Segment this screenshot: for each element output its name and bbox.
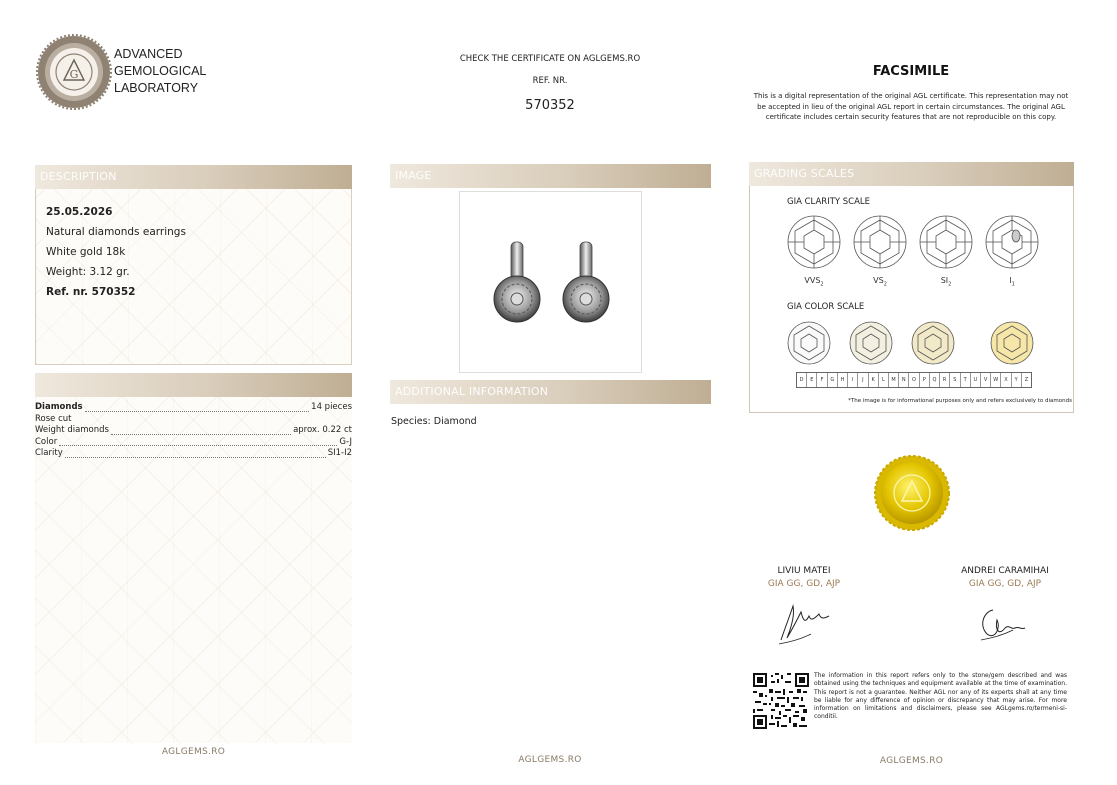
footer-link-left[interactable]: AGLGEMS.RO xyxy=(161,747,226,757)
color-letter-r: R xyxy=(939,373,949,387)
color-letter-s: S xyxy=(949,373,959,387)
gold-seal-icon xyxy=(874,455,950,531)
clarity-grade-si: $SI_2$ xyxy=(940,276,952,288)
clarity-grade-vvs: $VVS_2$ xyxy=(804,276,824,288)
color-letter-d: D xyxy=(799,377,804,383)
ref-number: 570352 xyxy=(525,98,575,113)
qr-code[interactable] xyxy=(753,673,809,729)
signature-2-icon xyxy=(975,602,1035,644)
grading-header: GRADING SCALES xyxy=(749,162,1074,186)
description-weight: Weight: 3.12 gr. xyxy=(46,266,130,278)
spec-row-cut: Rose cut xyxy=(35,413,72,424)
description-ref: Ref. nr. 570352 xyxy=(46,286,136,298)
specs-list xyxy=(35,402,352,460)
spec-row-clarity: Clarity SI1-I2 xyxy=(35,448,352,458)
description-date: 25.05.2026 xyxy=(46,206,113,218)
facsimile-text: This is a digital representation of the original AGL certificate. This representation may not be accepted in lieu of the original AGL report in certain circumstances. The original AGL certificate includes certain security features that are not reproducible on this copy. xyxy=(753,92,1069,121)
signature-block-1 xyxy=(745,566,863,589)
signature-block-2 xyxy=(946,566,1064,589)
color-letter-q: Q xyxy=(929,373,939,387)
species-text: Species: Diamond xyxy=(391,416,477,427)
facsimile-title: FACSIMILE xyxy=(872,64,950,79)
color-letter-g: G xyxy=(827,373,837,387)
specs-header xyxy=(35,373,352,397)
signature-1-icon xyxy=(775,598,835,646)
product-image xyxy=(459,191,642,373)
signer-credentials-1: GIA GG, GD, AJP xyxy=(767,579,841,589)
color-letter-e: E xyxy=(806,373,816,387)
color-letter-h: H xyxy=(837,373,847,387)
clarity-diamond-vs xyxy=(854,216,906,268)
ref-label: REF. NR. xyxy=(532,76,568,86)
color-letter-m: M xyxy=(888,373,898,387)
clarity-diamond-i xyxy=(986,216,1038,268)
color-letter-i: I xyxy=(847,373,857,387)
color-letter-o: O xyxy=(908,373,918,387)
color-letter-y: Y xyxy=(1011,373,1021,387)
svg-text:G: G xyxy=(69,68,79,81)
color-letter-u: U xyxy=(970,373,980,387)
image-header: IMAGE xyxy=(390,164,711,188)
clarity-diamond-si xyxy=(920,216,972,268)
color-diamond-faint xyxy=(912,322,954,364)
color-diamond-near-colorless xyxy=(850,322,892,364)
footer-link-middle[interactable]: AGLGEMS.RO xyxy=(518,755,582,765)
footer-link-right[interactable]: AGLGEMS.RO xyxy=(879,756,944,766)
additional-info-header: ADDITIONAL INFORMATION xyxy=(390,380,711,404)
disclaimer-text: The information in this report refers only to the stone/gem described and was obtained using the techniques and equipment available at the time of examination. This report is not a guarantee. Neither AGL nor any of its experts shall at any time be liable for any difference of opinion or discrepancy that may arise. For more information on limitations and disclaimers, please see AGLgems.ro/termeni-si-conditii. xyxy=(814,672,1067,721)
clarity-scale-title: GIA CLARITY SCALE xyxy=(787,197,871,207)
color-letter-w: W xyxy=(990,373,1000,387)
check-certificate-text: CHECK THE CERTIFICATE ON AGLGEMS.RO xyxy=(459,54,641,64)
color-letter-v: V xyxy=(980,373,990,387)
color-letter-j: J xyxy=(857,373,867,387)
color-diamond-colorless xyxy=(788,322,830,364)
signer-name-1: LIVIU MATEI xyxy=(777,566,831,576)
color-letter-z: Z xyxy=(1021,373,1031,387)
color-letter-p: P xyxy=(919,373,929,387)
spec-row-weight: Weight diamonds aprox. 0.22 ct xyxy=(35,425,352,435)
lab-seal-icon xyxy=(36,34,112,110)
clarity-grade-vs: $VS_2$ xyxy=(873,276,887,288)
color-diamond-light xyxy=(991,322,1033,364)
color-letter-f: F xyxy=(816,373,826,387)
clarity-diamonds xyxy=(780,210,1050,276)
earrings-image xyxy=(460,192,643,374)
lab-logo xyxy=(36,34,112,110)
lab-name: ADVANCED GEMOLOGICAL LABORATORY xyxy=(114,47,207,95)
color-scale-title: GIA COLOR SCALE xyxy=(787,302,865,312)
color-letter-k: K xyxy=(868,373,878,387)
grading-note: *The image is for informational purposes only and refers exclusively to diamonds xyxy=(848,398,1072,404)
color-letter-t: T xyxy=(960,373,970,387)
color-letter-x: X xyxy=(1000,373,1010,387)
qr-code-icon xyxy=(753,673,809,729)
color-diamonds xyxy=(780,318,1050,368)
description-header: DESCRIPTION xyxy=(35,165,352,189)
description-metal: White gold 18k xyxy=(46,246,126,258)
color-letter-l: L xyxy=(878,373,888,387)
color-letter-n: N xyxy=(898,373,908,387)
signer-name-2: ANDREI CARAMIHAI xyxy=(961,566,1049,576)
clarity-grade-i: $I_1$ xyxy=(1009,276,1015,288)
spec-row-color: Color G-J xyxy=(35,436,352,447)
spec-row-diamonds: Diamonds 14 pieces xyxy=(35,402,352,412)
signer-credentials-2: GIA GG, GD, AJP xyxy=(968,579,1042,589)
clarity-diamond-vvs xyxy=(788,216,840,268)
description-item: Natural diamonds earrings xyxy=(46,226,186,238)
color-letter-scale xyxy=(796,372,1032,388)
